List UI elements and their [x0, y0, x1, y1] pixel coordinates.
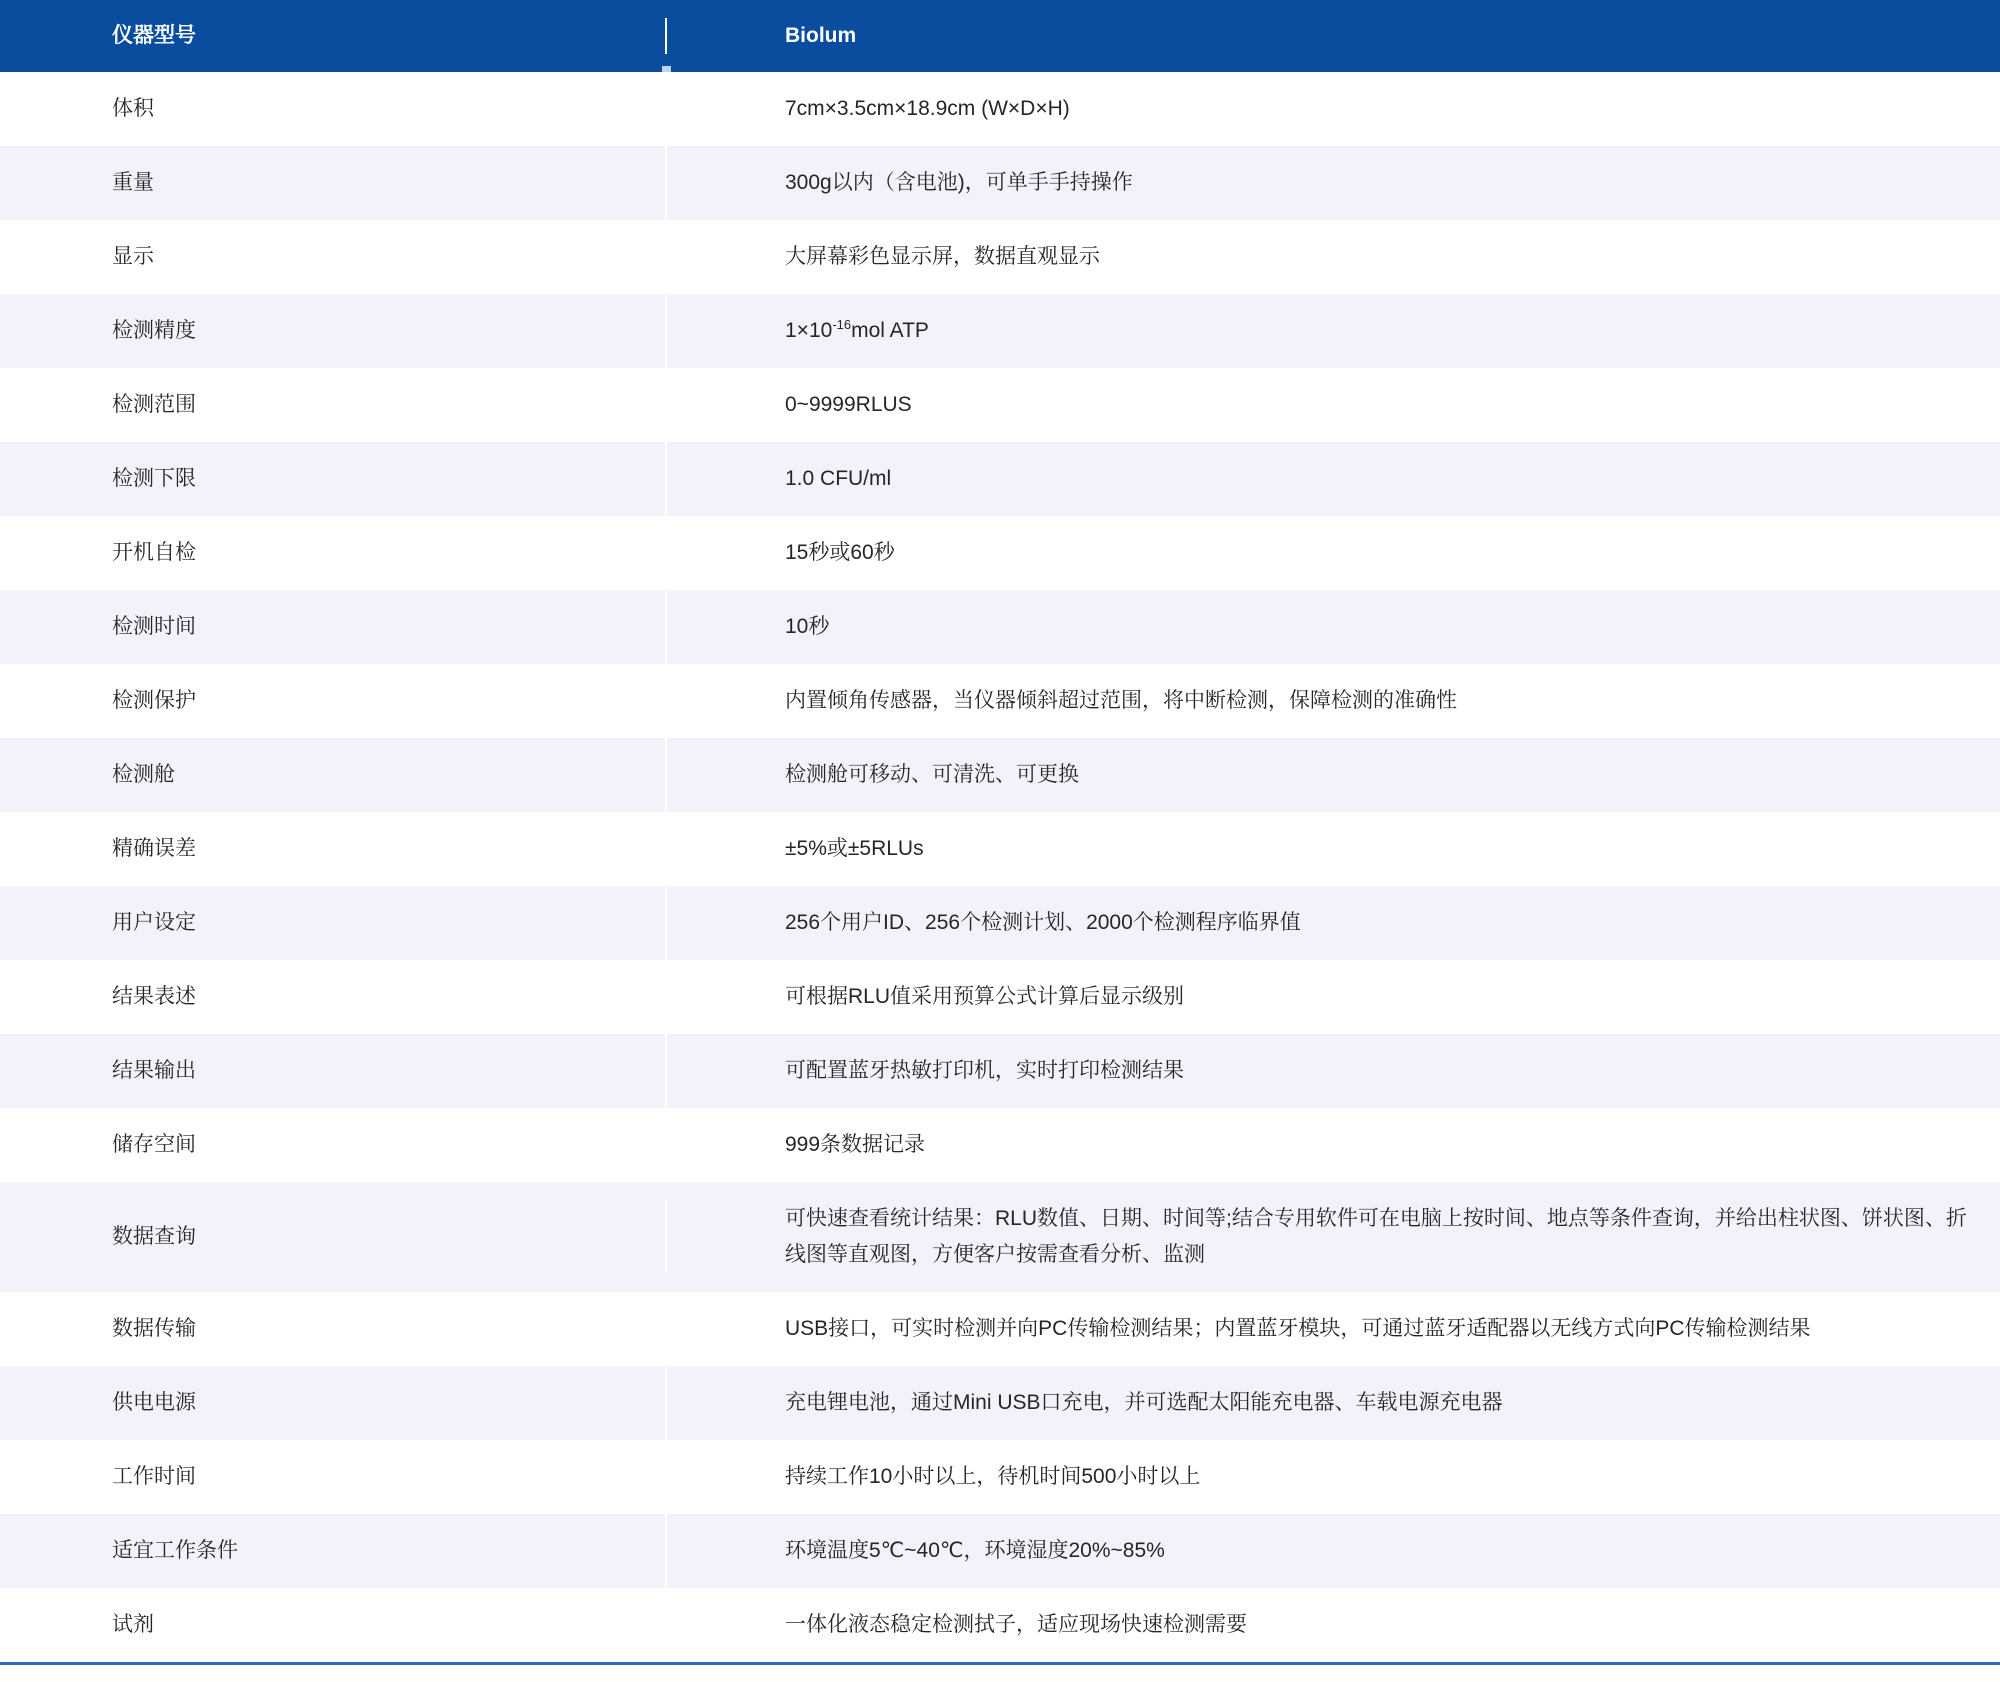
table-row [0, 1034, 2000, 1108]
spec-name-cell: 检测舱 [0, 738, 667, 812]
table-row [0, 738, 2000, 812]
spec-name-cell: 供电电源 [0, 1366, 667, 1440]
spec-value-cell: 7cm×3.5cm×18.9cm (W×D×H) [785, 97, 1070, 120]
spec-name-cell: 检测范围 [0, 368, 667, 442]
spec-value-cell: 大屏幕彩色显示屏，数据直观显示 [785, 245, 1100, 268]
table-header-row [0, 0, 2000, 72]
table-row [0, 1588, 2000, 1662]
table-row [0, 1514, 2000, 1588]
spec-value-cell: 一体化液态稳定检测拭子，适应现场快速检测需要 [785, 1613, 1247, 1636]
table-body [0, 72, 2000, 1662]
spec-name-cell: 试剂 [0, 1588, 667, 1662]
spec-value-cell: 999条数据记录 [785, 1133, 926, 1156]
spec-value-cell: 1.0 CFU/ml [785, 467, 892, 490]
table-row [0, 1440, 2000, 1514]
table-row [0, 1182, 2000, 1292]
spec-name-cell: 数据查询 [0, 1200, 667, 1274]
table-row [0, 368, 2000, 442]
spec-name-cell: 储存空间 [0, 1108, 667, 1182]
spec-name-cell: 适宜工作条件 [0, 1514, 667, 1588]
spec-value-cell: USB接口，可实时检测并向PC传输检测结果；内置蓝牙模块，可通过蓝牙适配器以无线方式向PC传输检测结果 [785, 1317, 1811, 1340]
spec-value-cell: 内置倾角传感器，当仪器倾斜超过范围，将中断检测，保障检测的准确性 [785, 689, 1457, 712]
table-row [0, 516, 2000, 590]
spec-value-cell: 环境温度5℃~40℃，环境湿度20%~85% [785, 1539, 1165, 1562]
table-row [0, 442, 2000, 516]
spec-name-cell: 数据传输 [0, 1292, 667, 1366]
spec-value-cell: $1\times 10^{-16}mol$ ATP [785, 317, 929, 342]
spec-name-cell: 结果输出 [0, 1034, 667, 1108]
spec-value-cell: 充电锂电池，通过Mini USB口充电，并可选配太阳能充电器、车载电源充电器 [785, 1391, 1503, 1414]
table-row [0, 72, 2000, 146]
spec-name-cell: 开机自检 [0, 516, 667, 590]
table-row [0, 220, 2000, 294]
table-row [0, 886, 2000, 960]
spec-value-cell: 10秒 [785, 615, 830, 638]
spec-value-cell: 检测舱可移动、可清洗、可更换 [785, 763, 1079, 786]
table-row [0, 294, 2000, 368]
header-model-value: Biolum [785, 24, 857, 47]
spec-name-cell: 工作时间 [0, 1440, 667, 1514]
table-row [0, 812, 2000, 886]
spec-name-cell: 显示 [0, 220, 667, 294]
spec-name-cell: 检测下限 [0, 442, 667, 516]
table-row [0, 1108, 2000, 1182]
spec-value-cell: 256个用户ID、256个检测计划、2000个检测程序临界值 [785, 911, 1301, 934]
spec-name-cell: 检测保护 [0, 664, 667, 738]
spec-name-cell: 检测时间 [0, 590, 667, 664]
spec-name-cell: 体积 [0, 72, 667, 146]
table-row [0, 590, 2000, 664]
spec-name-cell: 精确误差 [0, 812, 667, 886]
spec-value-cell: 持续工作10小时以上，待机时间500小时以上 [785, 1465, 1201, 1488]
spec-value-cell: 可快速查看统计结果：RLU数值、日期、时间等;结合专用软件可在电脑上按时间、地点等条件查询，并给出柱状图、饼状图、折线图等直观图，方便客户按需查看分析、监测 [785, 1207, 1967, 1266]
spec-name-cell: 用户设定 [0, 886, 667, 960]
spec-value-cell: ±5%或±5RLUs [785, 837, 924, 860]
spec-value-cell: 可根据RLU值采用预算公式计算后显示级别 [785, 985, 1185, 1008]
table-row [0, 146, 2000, 220]
table-row [0, 960, 2000, 1034]
spec-value-cell: 300g以内（含电池)，可单手手持操作 [785, 171, 1133, 194]
spec-value-cell: 可配置蓝牙热敏打印机，实时打印检测结果 [785, 1059, 1184, 1082]
table-row [0, 1292, 2000, 1366]
table-row [0, 664, 2000, 738]
spec-name-cell: 结果表述 [0, 960, 667, 1034]
header-model-label: 仪器型号 [0, 18, 667, 54]
header-divider-tick [662, 66, 671, 72]
spec-name-cell: 检测精度 [0, 294, 667, 368]
spec-name-cell: 重量 [0, 146, 667, 220]
spec-value-cell: 15秒或60秒 [785, 541, 895, 564]
table-bottom-border [0, 1662, 2000, 1665]
table-row [0, 1366, 2000, 1440]
spec-value-cell: 0~9999RLUS [785, 393, 912, 416]
